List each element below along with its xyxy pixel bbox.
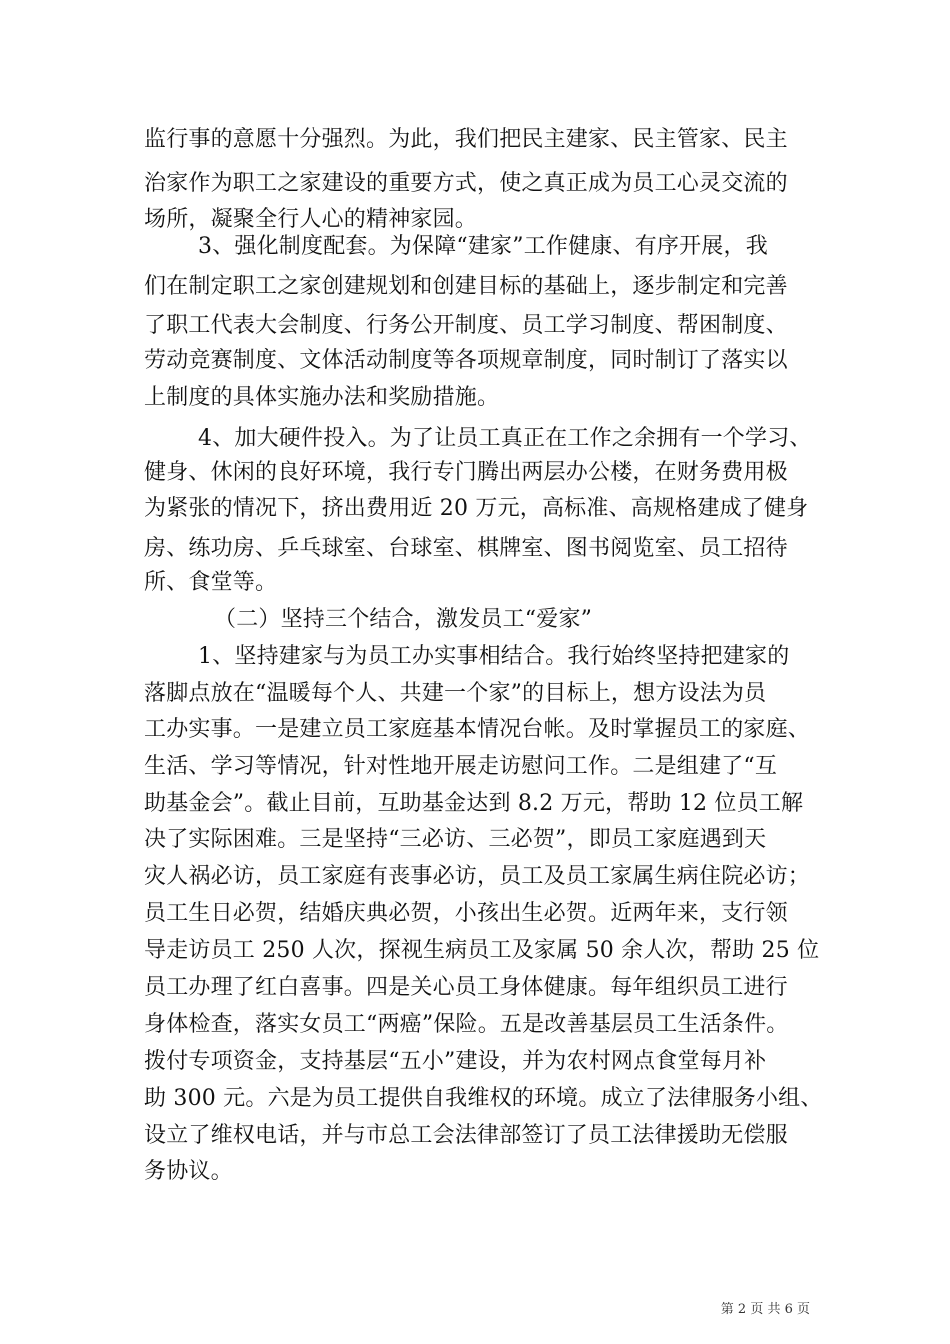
text-line: 员工生日必贺，结婚庆典必贺，小孩出生必贺。近两年来，支行领: [144, 901, 788, 926]
text-line: 房、练功房、乒乓球室、台球室、棋牌室、图书阅览室、员工招待: [144, 536, 788, 561]
section-heading: （二）坚持三个结合，激发员工“爱家”: [214, 607, 593, 632]
text-line: 为紧张的情况下，挤出费用近 20 万元，高标准、高规格建成了健身: [144, 496, 809, 521]
text-line: 助基金会”。截止目前，互助基金达到 8.2 万元，帮助 12 位员工解: [144, 791, 804, 816]
text-line: 务协议。: [144, 1159, 233, 1184]
text-line: 4、加大硬件投入。为了让员工真正在工作之余拥有一个学习、: [198, 426, 812, 451]
text-line: 生活、学习等情况，针对性地开展走访慰问工作。二是组建了“互: [144, 754, 778, 779]
text-line: 拨付专项资金，支持基层“五小”建设，并为农村网点食堂每月补: [144, 1049, 767, 1074]
text-line: 员工办理了红白喜事。四是关心员工身体健康。每年组织员工进行: [144, 975, 788, 1000]
text-line: 工办实事。一是建立员工家庭基本情况台帐。及时掌握员工的家庭、: [144, 717, 811, 742]
text-line: 所、食堂等。: [144, 570, 278, 595]
text-line: 决了实际困难。三是坚持“三必访、三必贺”，即员工家庭遇到天: [144, 827, 767, 852]
text-line: 落脚点放在“温暖每个人、共建一个家”的目标上，想方设法为员: [144, 681, 767, 706]
text-line: 劳动竞赛制度、文体活动制度等各项规章制度，同时制订了落实以: [144, 348, 788, 373]
text-line: 身体检查，落实女员工“两癌”保险。五是改善基层员工生活条件。: [144, 1012, 789, 1037]
text-line: 设立了维权电话，并与市总工会法律部签订了员工法律援助无偿服: [144, 1123, 788, 1148]
text-line: 了职工代表大会制度、行务公开制度、员工学习制度、帮困制度、: [144, 313, 788, 338]
text-line: 导走访员工 250 人次，探视生病员工及家属 50 余人次，帮助 25 位: [144, 938, 820, 963]
text-line: 监行事的意愿十分强烈。为此，我们把民主建家、民主管家、民主: [144, 127, 788, 152]
text-line: 场所，凝聚全行人心的精神家园。: [144, 207, 478, 232]
text-line: 治家作为职工之家建设的重要方式，使之真正成为员工心灵交流的: [144, 171, 788, 196]
text-line: 灾人祸必访，员工家庭有丧事必访，员工及员工家属生病住院必访；: [144, 864, 811, 889]
text-line: 3、强化制度配套。为保障“建家”工作健康、有序开展，我: [198, 234, 768, 259]
text-line: 1、坚持建家与为员工办实事相结合。我行始终坚持把建家的: [198, 644, 790, 669]
text-line: 助 300 元。六是为员工提供自我维权的环境。成立了法律服务小组、: [144, 1086, 823, 1111]
text-line: 上制度的具体实施办法和奖励措施。: [144, 385, 500, 410]
text-line: 们在制定职工之家创建规划和创建目标的基础上，逐步制定和完善: [144, 274, 788, 299]
page-number: 第 2 页 共 6 页: [720, 1302, 810, 1317]
text-line: 健身、休闲的良好环境，我行专门腾出两层办公楼，在财务费用极: [144, 460, 788, 485]
